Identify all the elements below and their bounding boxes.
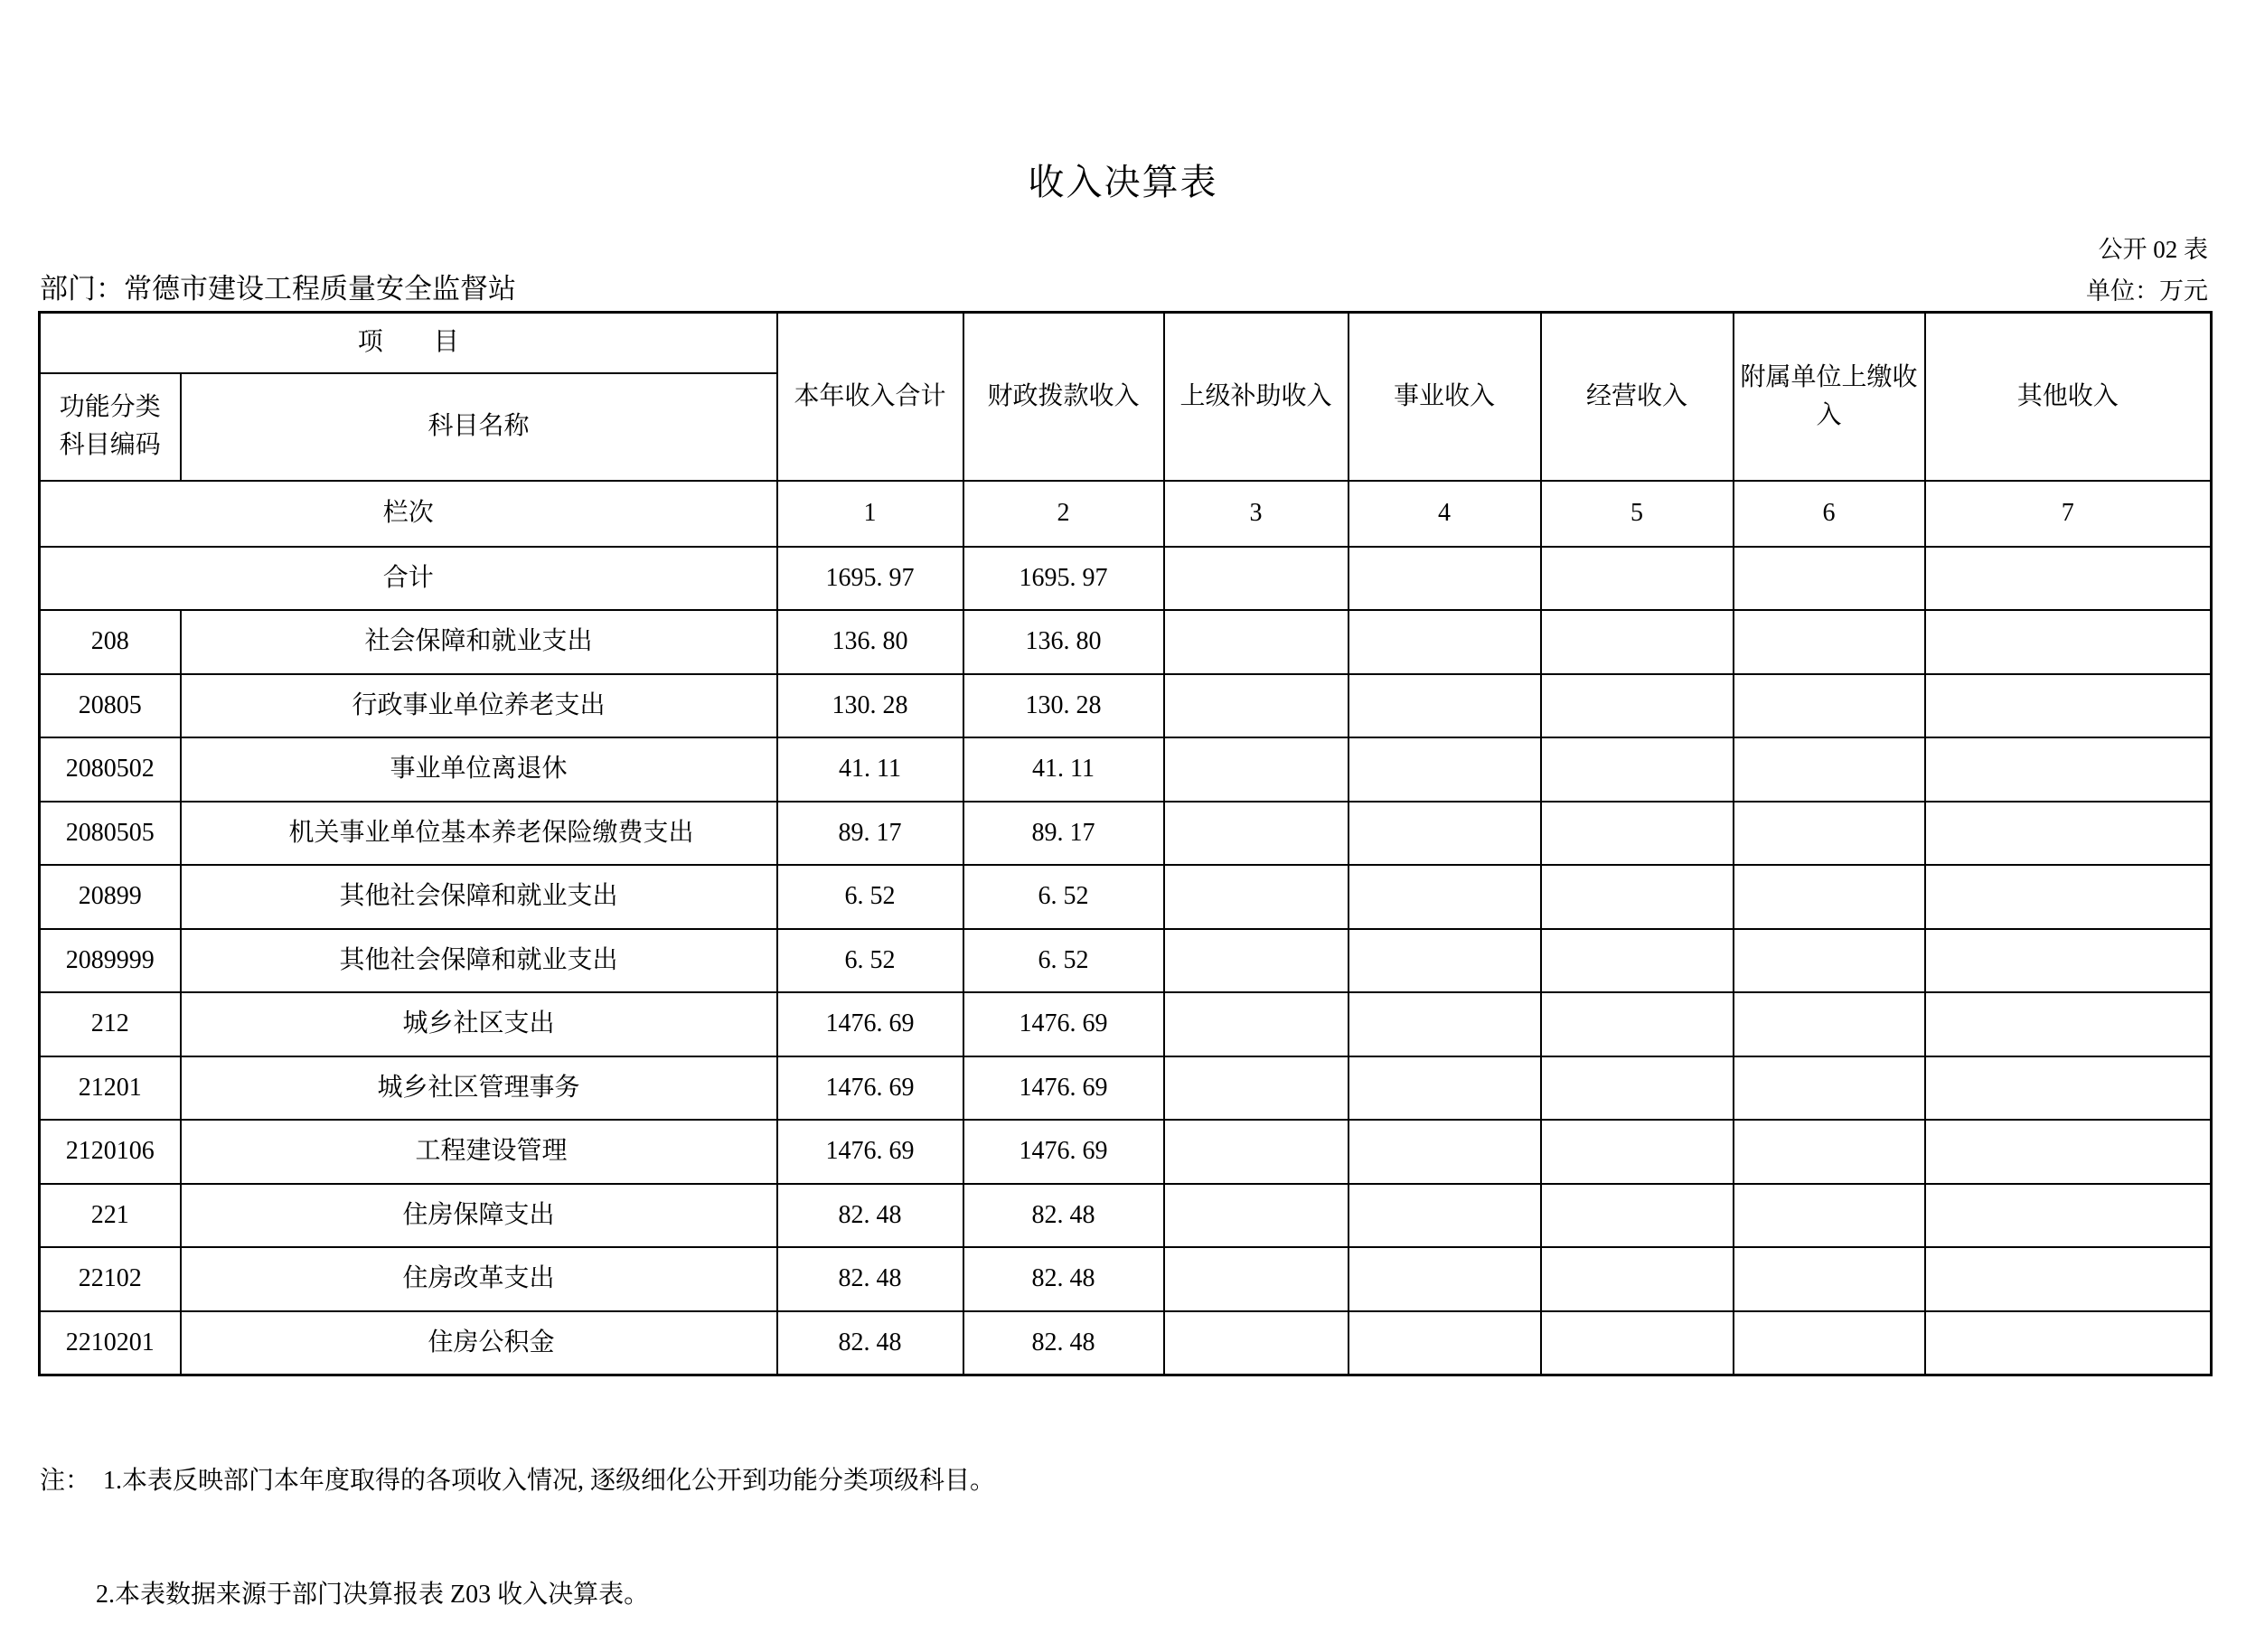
row-name: 城乡社区管理事务	[181, 1056, 777, 1121]
column-index-5: 5	[1541, 481, 1734, 547]
row-value-col2: 41. 11	[963, 737, 1164, 802]
row-name: 工程建设管理	[181, 1120, 777, 1184]
row-code: 2080502	[40, 737, 181, 802]
row-value-col2: 130. 28	[963, 674, 1164, 738]
row-value-col2: 6. 52	[963, 929, 1164, 993]
row-value-col7	[1925, 1120, 2212, 1184]
row-value-col7	[1925, 992, 2212, 1056]
total-value-col4	[1349, 547, 1541, 611]
row-value-col5	[1541, 865, 1734, 929]
table-row	[40, 802, 2212, 866]
row-value-col5	[1541, 674, 1734, 738]
row-value-col6	[1734, 865, 1925, 929]
row-value-col3	[1164, 1247, 1349, 1311]
table-row	[40, 1311, 2212, 1375]
row-value-col3	[1164, 992, 1349, 1056]
sheet-number-label: 公开 02 表	[2098, 236, 2208, 263]
row-code: 2080505	[40, 802, 181, 866]
row-name: 住房保障支出	[181, 1184, 777, 1248]
column-header-superior-subsidy: 上级补助收入	[1164, 313, 1349, 481]
row-value-col1: 82. 48	[777, 1247, 963, 1311]
row-value-col6	[1734, 992, 1925, 1056]
column-header-institution-income: 事业收入	[1349, 313, 1541, 481]
row-value-col2: 136. 80	[963, 610, 1164, 674]
row-value-col2: 1476. 69	[963, 992, 1164, 1056]
column-header-total: 本年收入合计	[777, 313, 963, 481]
row-value-col5	[1541, 610, 1734, 674]
row-value-col7	[1925, 737, 2212, 802]
row-value-col1: 6. 52	[777, 865, 963, 929]
row-value-col2: 1476. 69	[963, 1056, 1164, 1121]
row-value-col5	[1541, 1184, 1734, 1248]
column-index-6: 6	[1734, 481, 1925, 547]
row-name: 住房改革支出	[181, 1247, 777, 1311]
row-value-col6	[1734, 802, 1925, 866]
row-value-col2: 82. 48	[963, 1184, 1164, 1248]
row-value-col1: 89. 17	[777, 802, 963, 866]
row-value-col3	[1164, 610, 1349, 674]
row-value-col7	[1925, 610, 2212, 674]
row-value-col3	[1164, 865, 1349, 929]
table-notes	[40, 1386, 995, 1652]
row-name: 机关事业单位基本养老保险缴费支出	[181, 802, 777, 866]
row-value-col4	[1349, 802, 1541, 866]
row-value-col7	[1925, 1247, 2212, 1311]
row-value-col4	[1349, 1184, 1541, 1248]
table-row	[40, 865, 2212, 929]
table-row	[40, 737, 2212, 802]
row-value-col6	[1734, 1184, 1925, 1248]
row-value-col6	[1734, 929, 1925, 993]
row-value-col7	[1925, 802, 2212, 866]
row-value-col5	[1541, 1120, 1734, 1184]
column-index-2: 2	[963, 481, 1164, 547]
row-value-col6	[1734, 1056, 1925, 1121]
row-code: 2089999	[40, 929, 181, 993]
row-name: 其他社会保障和就业支出	[181, 865, 777, 929]
column-index-4: 4	[1349, 481, 1541, 547]
note-line-1: 注： 1.本表反映部门本年度取得的各项收入情况, 逐级细化公开到功能分类项级科目。	[40, 1467, 996, 1495]
row-value-col7	[1925, 674, 2212, 738]
table-data-rows	[40, 610, 2212, 1375]
row-code: 21201	[40, 1056, 181, 1121]
row-value-col7	[1925, 929, 2212, 993]
row-value-col5	[1541, 929, 1734, 993]
row-value-col3	[1164, 737, 1349, 802]
row-value-col4	[1349, 992, 1541, 1056]
row-value-col7	[1925, 1056, 2212, 1121]
row-value-col7	[1925, 1184, 2212, 1248]
row-value-col4	[1349, 1056, 1541, 1121]
table-row	[40, 1184, 2212, 1248]
table-row	[40, 1056, 2212, 1121]
income-table	[38, 311, 2213, 1376]
row-value-col3	[1164, 929, 1349, 993]
row-value-col5	[1541, 737, 1734, 802]
row-value-col4	[1349, 865, 1541, 929]
total-value-col1: 1695. 97	[777, 547, 963, 611]
row-value-col4	[1349, 929, 1541, 993]
row-value-col6	[1734, 1311, 1925, 1375]
row-value-col3	[1164, 1120, 1349, 1184]
row-value-col1: 136. 80	[777, 610, 963, 674]
total-value-col5	[1541, 547, 1734, 611]
row-value-col6	[1734, 610, 1925, 674]
row-code: 208	[40, 610, 181, 674]
table-row	[40, 929, 2212, 993]
total-row	[40, 547, 2212, 611]
row-value-col3	[1164, 674, 1349, 738]
row-name: 其他社会保障和就业支出	[181, 929, 777, 993]
row-code: 2210201	[40, 1311, 181, 1375]
row-value-col4	[1349, 1120, 1541, 1184]
row-value-col6	[1734, 1120, 1925, 1184]
row-value-col1: 41. 11	[777, 737, 963, 802]
table-row	[40, 674, 2212, 738]
row-name: 行政事业单位养老支出	[181, 674, 777, 738]
row-value-col6	[1734, 1247, 1925, 1311]
row-value-col2: 6. 52	[963, 865, 1164, 929]
row-name: 住房公积金	[181, 1311, 777, 1375]
row-value-col4	[1349, 610, 1541, 674]
row-value-col3	[1164, 1184, 1349, 1248]
row-code: 20805	[40, 674, 181, 738]
column-index-row	[40, 481, 2212, 547]
row-code: 221	[40, 1184, 181, 1248]
department-label: 部门：常德市建设工程质量安全监督站	[40, 273, 516, 305]
column-index-7: 7	[1925, 481, 2212, 547]
table-row	[40, 992, 2212, 1056]
code-header-line1: 功能分类	[59, 393, 161, 421]
name-header-cell: 科目名称	[181, 373, 777, 481]
table-row	[40, 1120, 2212, 1184]
page-title: 收入决算表	[1028, 162, 1218, 202]
row-code: 20899	[40, 865, 181, 929]
row-value-col1: 1476. 69	[777, 1056, 963, 1121]
total-value-col2: 1695. 97	[963, 547, 1164, 611]
row-code: 22102	[40, 1247, 181, 1311]
row-value-col3	[1164, 1311, 1349, 1375]
note-line-2: 2.本表数据来源于部门决算报表 Z03 收入决算表。	[96, 1581, 650, 1609]
column-header-fiscal-grant: 财政拨款收入	[963, 313, 1164, 481]
row-value-col3	[1164, 1056, 1349, 1121]
row-value-col6	[1734, 737, 1925, 802]
row-value-col2: 89. 17	[963, 802, 1164, 866]
total-label-cell: 合计	[40, 547, 777, 611]
lanci-cell: 栏次	[40, 481, 777, 547]
code-header-cell	[40, 373, 181, 481]
row-value-col2: 1476. 69	[963, 1120, 1164, 1184]
row-value-col2: 82. 48	[963, 1311, 1164, 1375]
row-value-col1: 1476. 69	[777, 992, 963, 1056]
column-header-affiliate-remit: 附属单位上缴收入	[1734, 313, 1925, 481]
row-value-col5	[1541, 992, 1734, 1056]
table-row	[40, 610, 2212, 674]
column-index-3: 3	[1164, 481, 1349, 547]
row-value-col1: 82. 48	[777, 1311, 963, 1375]
row-value-col4	[1349, 737, 1541, 802]
project-header-cell: 项 目	[40, 313, 777, 373]
total-value-col3	[1164, 547, 1349, 611]
row-value-col1: 82. 48	[777, 1184, 963, 1248]
row-value-col5	[1541, 802, 1734, 866]
row-name: 城乡社区支出	[181, 992, 777, 1056]
row-code: 2120106	[40, 1120, 181, 1184]
row-value-col1: 1476. 69	[777, 1120, 963, 1184]
row-value-col7	[1925, 865, 2212, 929]
header-row-project	[40, 313, 2212, 373]
table-header	[40, 313, 2212, 611]
row-value-col1: 6. 52	[777, 929, 963, 993]
row-value-col5	[1541, 1311, 1734, 1375]
total-value-col7	[1925, 547, 2212, 611]
row-name: 社会保障和就业支出	[181, 610, 777, 674]
row-value-col3	[1164, 802, 1349, 866]
table-row	[40, 1247, 2212, 1311]
row-code: 212	[40, 992, 181, 1056]
row-value-col7	[1925, 1311, 2212, 1375]
column-header-other-income: 其他收入	[1925, 313, 2212, 481]
row-value-col2: 82. 48	[963, 1247, 1164, 1311]
row-value-col4	[1349, 1247, 1541, 1311]
code-header-line2: 科目编码	[59, 431, 161, 459]
total-value-col6	[1734, 547, 1925, 611]
row-value-col5	[1541, 1056, 1734, 1121]
row-value-col4	[1349, 674, 1541, 738]
row-value-col4	[1349, 1311, 1541, 1375]
row-value-col1: 130. 28	[777, 674, 963, 738]
row-value-col5	[1541, 1247, 1734, 1311]
column-index-1: 1	[777, 481, 963, 547]
unit-label: 单位：万元	[2086, 277, 2208, 305]
row-name: 事业单位离退休	[181, 737, 777, 802]
column-header-operating-income: 经营收入	[1541, 313, 1734, 481]
row-value-col6	[1734, 674, 1925, 738]
